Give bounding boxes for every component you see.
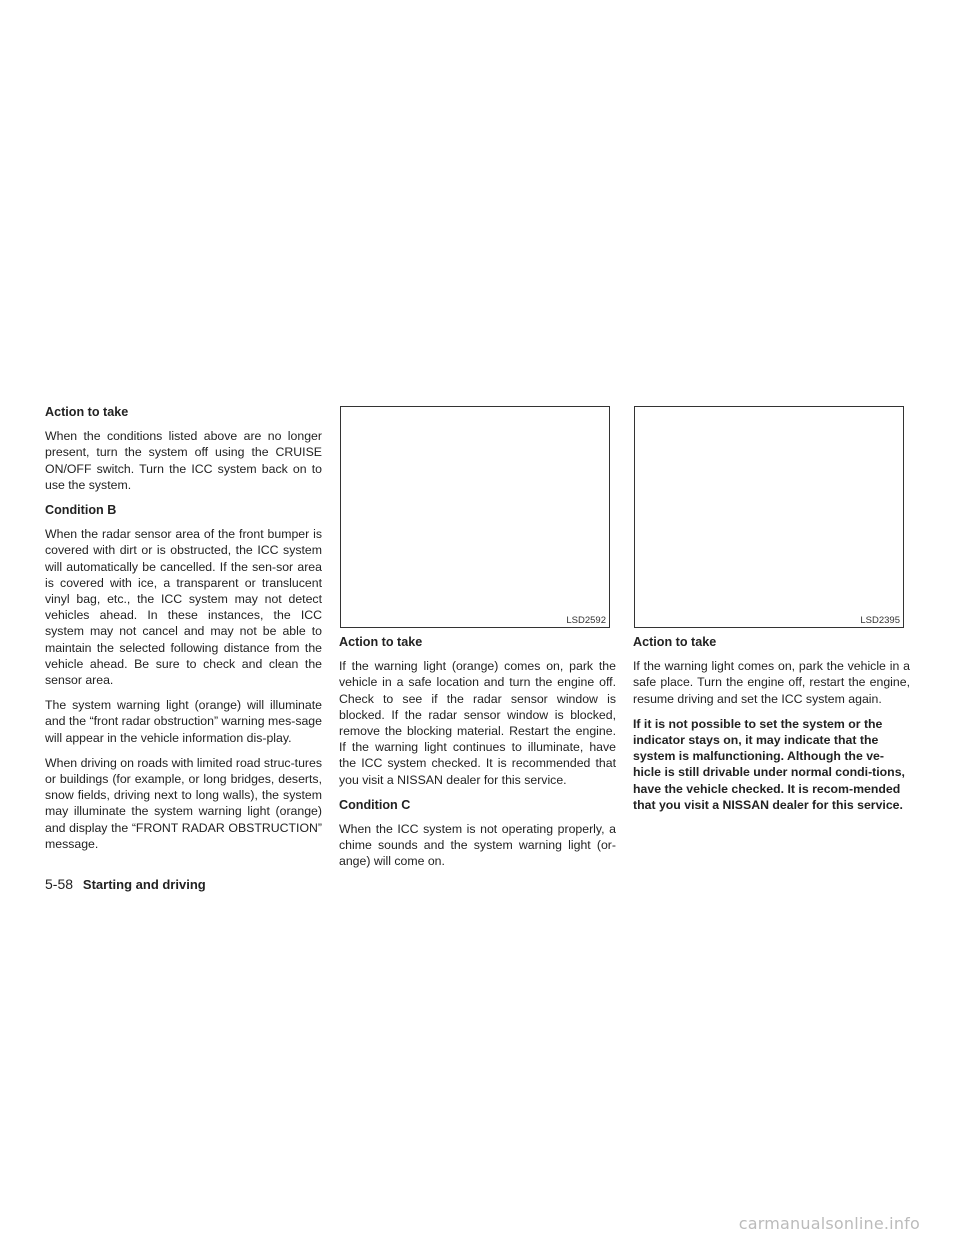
heading-condition-b: Condition B [45, 503, 117, 518]
heading-action-to-take: Action to take [45, 405, 129, 419]
figure-code: LSD2395 [860, 615, 900, 626]
watermark: carmanualsonline.info [738, 1214, 920, 1233]
column-left [45, 404, 322, 861]
paragraph: When driving on roads with limited road struc-tures or buildings (for example, or long bridges, deserts, snow fields, driving next to long walls), the system may illuminate the system warning light (orange) and display the “FRONT RADAR OBSTRUCTION” message. [45, 755, 322, 851]
page-number: 5-58 [45, 876, 74, 892]
heading-action-to-take: Action to take [339, 635, 423, 649]
section-title: Starting and driving [82, 877, 206, 892]
heading-action-to-take: Action to take [633, 635, 717, 649]
paragraph: The system warning light (orange) will illuminate and the “front radar obstruction” warning mes-sage will appear in the vehicle information dis-play. [45, 698, 322, 745]
paragraph: If the warning light (orange) comes on, park the vehicle in a safe location and turn the engine off. Check to see if the radar sensor window is blocked. If the radar sensor window is blocked, remove the blocking material. Restart the engine. If the warning light continues to illuminate, have the ICC system checked. It is recommended that you visit a NISSAN dealer for this service. [339, 659, 616, 787]
column-right [633, 634, 910, 822]
paragraph: When the ICC system is not operating properly, a chime sounds and the system warning light (or-ange) will come on. [339, 822, 616, 869]
paragraph: When the radar sensor area of the front bumper is covered with dirt or is obstructed, the ICC system will automatically be cancelled. If the sen-sor area is covered with ice, a transparent or translucent vinyl bag, etc., the ICC system may not detect vehicles ahead. In these instances, the ICC system may not cancel and may not be able to maintain the selected following distance from the vehicle ahead. Be sure to check and clean the sensor area. [45, 527, 322, 688]
column-middle [339, 634, 616, 879]
warning-paragraph: If it is not possible to set the system or the indicator stays on, it may indicate that the system is malfunctioning. Although the ve-hicle is still drivable under normal condi-tions, have the vehicle checked. It is recom-mended that you visit a NISSAN dealer for this service. [633, 716, 905, 812]
figure-image-2 [634, 406, 904, 628]
figure-image-1 [340, 406, 610, 628]
heading-condition-c: Condition C [339, 797, 411, 812]
page-footer [45, 876, 206, 892]
figure-code: LSD2592 [566, 615, 606, 626]
paragraph: When the conditions listed above are no longer present, turn the system off using the CRUISE ON/OFF switch. Turn the ICC system back on to use the system. [45, 429, 322, 492]
paragraph: If the warning light comes on, park the vehicle in a safe place. Turn the engine off, restart the engine, resume driving and set the ICC system again. [633, 659, 910, 706]
